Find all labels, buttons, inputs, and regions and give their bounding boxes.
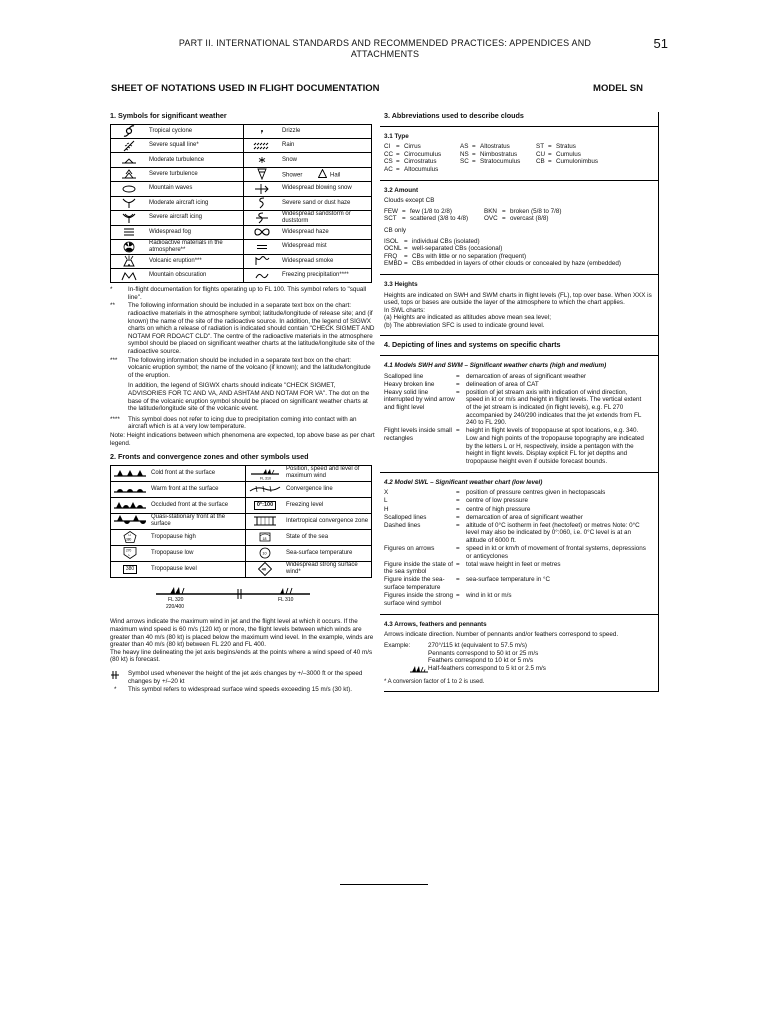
table-row: [111, 513, 372, 529]
s41-heading: 4.1 Models SWH and SWM – Significant weather charts (high and medium): [384, 362, 607, 370]
amount-code: FEW: [384, 207, 398, 215]
line-desc: delineation of area of CAT: [466, 380, 539, 388]
symbol-label: Tropical cyclone: [147, 124, 244, 138]
amount-desc: few (1/8 to 2/8): [410, 207, 452, 215]
itcz-icon: [246, 513, 285, 529]
strong-surface-wind-icon: [246, 561, 285, 577]
s41-table: Scalloped line = demarcation of areas of significant weather Heavy broken line = delineation of area of CAT Heavy solid line interrupted by wind arrow and flight level = position of jet stream axis with indication of wind direction, speed in kt or m/s and height in flight levels. The vertical extent of the jet stream is indicated (in flight levels), e.g. FL 270 accompanied by 240/290 indicates that the jet extends from FL 240 to FL 290. Flight levels inside small rectangles = height in flight levels of tropopause at spot locations, e.g. 340. Low and high points of the tropopause topography are indicated by the letters L or H, respectively, inside a pentagon with the height in flight levels. Display explicit FL for jet depths and tropopause height even if outside forecast bounds.: [384, 373, 654, 466]
max-wind-icon: [246, 465, 285, 481]
cb-code: EMBD: [384, 260, 403, 268]
line-desc: altitude of 0°C isotherm in feet (hectofeet) or metres Note: 0°C level may also be indicated by 0°:060, i.e. 0°C level is at an altitude of 6000 ft.: [466, 521, 640, 544]
divider: [380, 126, 658, 127]
table-row: [111, 167, 372, 181]
tropopause-level-box: 380: [123, 565, 137, 574]
line-type: L: [384, 497, 388, 505]
right-column: [384, 112, 659, 692]
cb-desc: CBs embedded in layers of other clouds or concealed by haze (embedded): [412, 260, 621, 268]
line-type: Dashed lines: [384, 521, 421, 529]
page-number: 51: [653, 36, 668, 51]
line-desc: demarcation of areas of significant weather: [466, 372, 587, 380]
blowing-snow-icon: [244, 182, 281, 196]
swl-item-b: (b) The abbreviation SFC is used to indicate ground level.: [384, 321, 545, 329]
state-of-sea-icon: [246, 529, 285, 545]
table-row: [111, 210, 372, 225]
amount-desc: broken (5/8 to 7/8): [510, 207, 562, 215]
cb-only-label: CB only: [384, 226, 407, 234]
rain-icon: [244, 138, 281, 152]
symbol-label: Tropopause high: [149, 529, 246, 545]
header-title-line1: PART II. INTERNATIONAL STANDARDS AND RECOMMENDED PRACTICES: APPENDICES AND: [178, 38, 592, 48]
footer-rule: [340, 884, 428, 885]
line-desc: position of pressure centres given in hectopascals: [466, 489, 606, 497]
clouds-box: [384, 112, 659, 692]
s43-heading: 4.3 Arrows, feathers and pennants: [384, 620, 487, 628]
jet-stream-diagram: [110, 584, 372, 614]
amount-grid: FEW = few (1/8 to 2/8) BKN = broken (5/8 to 7/8) SCT = scattered (3/8 to 4/8) OVC = overcast (8/8): [384, 208, 654, 223]
heights-heading: 3.3 Heights: [384, 280, 418, 288]
occluded-front-icon: [111, 497, 150, 513]
footnote: [110, 686, 375, 694]
symbol-label: Snow: [280, 153, 372, 167]
symbol-label: Quasi-stationary front at the surface: [149, 513, 246, 529]
cloud-name: Cirrostratus: [404, 158, 437, 166]
example-line: Pennants correspond to 50 kt or 25 m/s: [428, 649, 539, 657]
table-row: [111, 465, 372, 481]
freezing-precipitation-icon: [244, 268, 281, 282]
footnote: [110, 357, 375, 380]
symbol-label: Moderate aircraft icing: [147, 196, 244, 210]
table-row: [111, 268, 372, 282]
line-type: X: [384, 489, 389, 497]
hail-icon: [318, 169, 327, 181]
line-desc: wind in kt or m/s: [466, 592, 512, 600]
cloud-code: SC: [460, 158, 469, 166]
footnote-text: This symbol refers to widespread surface wind speeds exceeding 15 m/s (30 kt).: [128, 686, 352, 694]
divider: [380, 472, 658, 473]
left-column: [110, 112, 375, 695]
svg-text:H: H: [128, 533, 131, 538]
symbol-label: Moderate turbulence: [147, 153, 244, 167]
symbol-label: State of the sea: [284, 529, 372, 545]
example-line: Feathers correspond to 10 kt or 5 m/s: [428, 657, 533, 665]
type-heading: 3.1 Type: [384, 132, 409, 140]
cb-desc: well-separated CBs (occasional): [412, 245, 503, 253]
table-row: [111, 481, 372, 497]
state-of-sea-value: 18: [262, 537, 267, 542]
cloud-code: CU: [536, 150, 546, 158]
line-desc: centre of low pressure: [466, 497, 528, 505]
wind-barb-icon: [410, 665, 428, 676]
symbol-label: Volcanic eruption***: [147, 254, 244, 268]
line-type: H: [384, 505, 389, 513]
header-title-line2: ATTACHMENTS: [350, 49, 420, 59]
max-wind-fl-label: FL 310: [260, 476, 272, 480]
symbol-label: Tropopause level: [149, 561, 246, 577]
sea-surface-temp-icon: [246, 545, 285, 561]
cloud-name: Cirrus: [404, 143, 421, 151]
cloud-type-grid: CI = Cirrus AS = Altostratus ST = Stratus CC = Cirrocumulus NS = Nimbostratus CU = Cumulus CS = Cirrostratus SC = Stratocumulus CB = Cumulonimbus AC = Altocumulus: [384, 143, 654, 173]
line-desc: sea-surface temperature in °C: [466, 576, 551, 584]
symbol-label: Sea-surface temperature: [284, 545, 372, 561]
page-header: [150, 38, 620, 60]
cloud-name: Cirrocumulus: [404, 150, 442, 158]
symbol-label: Shower: [282, 172, 303, 179]
symbol-label: Mountain obscuration: [147, 268, 244, 282]
radioactive-icon: [111, 239, 148, 254]
line-desc: centre of high pressure: [466, 505, 531, 513]
tropopause-level-icon: [111, 561, 150, 577]
cloud-name: Cumulus: [556, 150, 581, 158]
document-title: SHEET OF NOTATIONS USED IN FLIGHT DOCUMENTATION: [111, 83, 380, 94]
footnote-mark: *: [110, 286, 113, 294]
line-desc: speed in kt or km/h of movement of frontal systems, depressions or anticyclones: [466, 545, 646, 560]
symbol-label: Severe sand or dust haze: [280, 196, 372, 210]
cloud-name: Nimbostratus: [480, 150, 518, 158]
symbol-label: Widespread blowing snow: [280, 182, 372, 196]
s43-text: Arrows indicate direction. Number of pennants and/or feathers correspond to speed.: [384, 631, 619, 639]
footnote-mark: *: [114, 686, 117, 694]
cloud-name: Stratocumulus: [480, 158, 521, 166]
table-row: [111, 138, 372, 152]
line-desc: total wave height in feet or metres: [466, 560, 561, 568]
line-type: Figure inside the sea-surface temperature: [384, 576, 445, 591]
symbol-label: Cold front at the surface: [149, 465, 246, 481]
volcanic-eruption-icon: [111, 254, 148, 268]
footnote-text: In addition, the legend of SIGWX charts should indicate "CHECK SIGMET, ADVISORIES FOR TC AND VA, AND ASHTAM AND NOTAM FOR VA". The dot on the base of the volcanic eruption symbol should be placed on significant weather charts at the latitude/longitude site of the volcanic event.: [128, 382, 370, 413]
symbol-label: Warm front at the surface: [149, 481, 246, 497]
freezing-level-icon: [246, 497, 285, 513]
divider: [380, 274, 658, 275]
cloud-code: CC: [384, 150, 394, 158]
symbol-label: Occluded front at the surface: [149, 497, 246, 513]
cloud-name: Altostratus: [480, 143, 510, 151]
footnote-mark: **: [110, 302, 115, 310]
line-type: Figures inside the strong surface wind symbol: [384, 592, 453, 607]
tropopause-high-value: 380: [126, 537, 132, 542]
except-cb-label: Clouds except CB: [384, 197, 435, 205]
cold-front-icon: [111, 465, 150, 481]
cloud-code: CB: [536, 158, 545, 166]
wind-arrows-paragraph: Wind arrows indicate the maximum wind in jet and the flight level at which it occurs. If the maximum wind speed is 60 m/s (120 kt) or more, the flight levels between which winds are greater than 40 m/s (80 kt) is placed below the maximum wind level. In the example, winds are greater than 40 m/s (80 kt) between FL 220 and FL 400.: [110, 618, 374, 649]
jet-fl2-label: FL 310: [278, 596, 294, 603]
footnote-text: The following information should be included in a separate text box on the chart: volcanic eruption symbol; the name of the volcano (if known); and the latitude/longitude of the eruption.: [128, 356, 371, 379]
footnote-text: In-flight documentation for flights operating up to FL 100. This symbol refers to "squall line".: [128, 286, 367, 301]
cloud-code: ST: [536, 143, 545, 151]
moderate-icing-icon: [111, 196, 148, 210]
model-label: MODEL SN: [593, 83, 643, 94]
jet-stream-example: [110, 584, 375, 617]
symbol-label: Widespread haze: [280, 225, 372, 239]
heights-text: Heights are indicated on SWH and SWM charts in flight levels (FL), top over base. When XXX is used, tops or bases are outside the layer of the atmosphere to which the chart applies.: [384, 291, 652, 307]
symbol-label: Widespread smoke: [280, 254, 372, 268]
symbol-label: Hail: [330, 172, 341, 179]
sand-dust-haze-icon: [244, 196, 281, 210]
table-row: [111, 196, 372, 210]
line-desc: height in flight levels of tropopause at spot locations, e.g. 340. Low and high points of the tropopause topography are indicated by the letters L or H, respectively, inside a pentagon with the height in flight levels. Display explicit FL for jet depths and tropopause height even if outside forecast bounds.: [466, 427, 644, 465]
table-row: [111, 239, 372, 254]
quasi-stationary-front-icon: [111, 513, 150, 529]
symbol-label: Intertropical convergence zone: [284, 513, 372, 529]
mountain-waves-icon: [111, 182, 148, 196]
footnote-mark: ****: [110, 415, 120, 423]
line-type: Scalloped line: [384, 372, 424, 380]
squall-line-icon: [111, 138, 148, 152]
table-row: [111, 182, 372, 196]
section1-heading: 1. Symbols for significant weather: [110, 111, 227, 120]
divider: [380, 180, 658, 181]
fog-icon: [111, 225, 148, 239]
severe-icing-icon: [111, 210, 148, 225]
symbol-label: Freezing level: [284, 497, 372, 513]
severe-turbulence-icon: [111, 167, 148, 181]
jet-fl1b-label: 220/400: [166, 603, 185, 610]
footnote: [110, 416, 375, 431]
jet-fl1-label: FL 320: [168, 596, 184, 603]
amount-code: SCT: [384, 215, 397, 223]
example-line: 270°/115 kt (equivalent to 57.5 m/s): [428, 641, 528, 649]
footnote-mark: ***: [110, 356, 118, 364]
amount-code: OVC: [484, 215, 498, 223]
mountain-obscuration-icon: [111, 268, 148, 282]
line-type: Scalloped lines: [384, 513, 427, 521]
divider: [380, 335, 658, 336]
table-row: [111, 545, 372, 561]
height-note: Note: Height indications between which phenomena are expected, top above base as per chart legend.: [110, 431, 375, 447]
weather-symbols-table: [110, 124, 372, 284]
symbol-label: Drizzle: [280, 124, 372, 138]
line-desc: demarcation of area of significant weather: [466, 513, 583, 521]
swl-label: In SWL charts:: [384, 306, 426, 314]
section2-heading: 2. Fronts and convergence zones and other symbols used: [110, 452, 309, 462]
cloud-name: Stratus: [556, 143, 576, 151]
jet-pennants: [170, 587, 180, 594]
symbol-label: Severe aircraft icing: [147, 210, 244, 225]
cb-code: OCNL: [384, 245, 402, 253]
shower-hail-cell: [280, 167, 372, 181]
cloud-name: Cumulonimbus: [556, 158, 598, 166]
table-row: [111, 497, 372, 513]
section4-heading: 4. Depicting of lines and systems on specific charts: [384, 340, 561, 350]
fronts-table: [110, 465, 372, 578]
jet-change-symbol-note: [110, 670, 375, 685]
arrow-example: [384, 642, 654, 675]
symbol-label: Radioactive materials in the atmosphere**: [147, 239, 244, 254]
cloud-code: AS: [460, 143, 469, 151]
table-row: [111, 254, 372, 268]
strong-surface-wind-value: 40: [261, 566, 267, 572]
cb-grid: ISOL = individual CBs (isolated) OCNL = well-separated CBs (occasional) FRQ = CBs with little or no separation (frequent) EMBD = CBs embedded in layers of other clouds or concealed by haze (embedded): [384, 238, 654, 268]
tropopause-high-icon: [111, 529, 150, 545]
amount-heading: 3.2 Amount: [384, 186, 419, 194]
shower-icon: [244, 167, 281, 181]
footnote: [110, 302, 375, 355]
line-type: Heavy solid line interrupted by wind arrow and flight level: [384, 388, 455, 412]
symbol-label: Freezing precipitation****: [280, 268, 372, 282]
table-row: [111, 124, 372, 138]
example-line: Half-feathers correspond to 5 kt or 2.5 m/s: [428, 664, 546, 672]
table-row: [111, 529, 372, 545]
jet-axis-paragraph: The heavy line delineating the jet axis begins/ends at the points where a wind speed of 40 m/s (80 kt) is forecast.: [110, 648, 373, 664]
amount-desc: overcast (8/8): [510, 215, 549, 223]
line-type: Figure inside the state of the sea symbol: [384, 560, 453, 576]
symbol-label: Widespread fog: [147, 225, 244, 239]
line-type: Figures on arrows: [384, 545, 435, 553]
symbol-label: Rain: [280, 138, 372, 152]
cb-code: FRQ: [384, 252, 398, 260]
example-label: Example:: [384, 641, 411, 649]
amount-desc: scattered (3/8 to 4/8): [410, 215, 469, 223]
tropopause-low-value: 270: [126, 548, 132, 553]
line-type: Flight levels inside small rectangles: [384, 427, 452, 442]
jet-change-icon: [110, 670, 120, 683]
symbol-label: Position, speed and level of maximum wind: [284, 465, 372, 481]
symbol-label: Widespread mist: [280, 239, 372, 254]
section1-footnotes: [110, 286, 375, 447]
tropical-cyclone-icon: [111, 124, 148, 138]
cb-desc: individual CBs (isolated): [412, 237, 480, 245]
sea-surface-temp-value: 10: [262, 551, 267, 556]
cloud-code: NS: [460, 150, 469, 158]
table-row: [111, 153, 372, 167]
conversion-note: * A conversion factor of 1 to 2 is used.: [384, 679, 485, 686]
symbol-label: Widespread sandstorm or duststorm: [280, 210, 372, 225]
symbol-label: Widespread strong surface wind*: [284, 561, 372, 577]
footnote: [110, 382, 375, 412]
section3-heading: 3. Abbreviations used to describe clouds: [384, 111, 524, 120]
symbol-label: Severe turbulence: [147, 167, 244, 181]
s42-heading: 4.2 Model SWL – Significant weather chart (low level): [384, 478, 543, 486]
cloud-name: Altocumulus: [404, 165, 439, 173]
footnote-text: The following information should be included in a separate text box on the chart: radioactive materials in the atmosphere symbol; latitude/longitude of release site; and (if known) the name of the site of the radioactive source. In addition, the legend of SIGWX charts on which a release of radiation is indicated should contain "CHECK SIGMET AND NOTAM FOR RDOACT CLD". The centre of the radioactive materials in the atmosphere symbol should be placed on significant weather charts at the latitude/longitude site of the radioactive source.: [128, 302, 375, 356]
footnote-text: This symbol does not refer to icing due to precipitation coming into contact with an aircraft which is at a very low temperature.: [128, 415, 357, 431]
table-row: [111, 225, 372, 239]
cb-code: ISOL: [384, 237, 399, 245]
swl-item-a: (a) Heights are indicated as altitudes above mean sea level;: [384, 314, 551, 322]
sandstorm-icon: [244, 210, 281, 225]
symbol-note-text: Symbol used whenever the height of the jet axis changes by +/–3000 ft or the speed changes by +/–20 kt: [128, 669, 363, 685]
snow-icon: [244, 153, 281, 167]
footnote: [110, 286, 375, 301]
symbol-label: Mountain waves: [147, 182, 244, 196]
symbol-label: Convergence line: [284, 481, 372, 497]
moderate-turbulence-icon: [111, 153, 148, 167]
drizzle-icon: [244, 124, 281, 138]
symbol-label: Tropopause low: [149, 545, 246, 561]
line-desc: position of jet stream axis with indication of wind direction, speed in kt or m/s and height in flight levels. The vertical extent of the jet stream is indicated (in flight levels), e.g. FL 270 accompanied by 240/290 indicates that the jet extends from FL 240 to FL 290.: [466, 388, 642, 427]
divider: [380, 355, 658, 356]
cloud-code: AC: [384, 165, 393, 173]
convergence-line-icon: [246, 481, 285, 497]
smoke-icon: [244, 254, 281, 268]
s42-table: X = position of pressure centres given in hectopascals L = centre of low pressure H = centre of high pressure Scalloped lines = demarcation of area of significant weather Dashed lines = altitude of 0°C isotherm in feet (hectofeet) or metres Note: 0°C level may also be indicated by 0°:060, i.e. 0°C level is at an altitude of 6000 ft. Figures on arrows = speed in kt or km/h of movement of frontal systems, depressions or anticyclones Figure inside the state of the sea symbol = total wave height in feet or metres Figure inside the sea-surface temperature = sea-surface temperature in °C Figures inside the strong surface wind symbol = wind in kt or m/s: [384, 489, 646, 607]
symbol-label: Severe squall line*: [147, 138, 244, 152]
tropopause-low-icon: [111, 545, 150, 561]
cb-desc: CBs with little or no separation (frequent): [412, 252, 527, 260]
freezing-level-box: 0°:100: [254, 501, 276, 510]
divider: [380, 614, 658, 615]
line-type: Heavy broken line: [384, 380, 435, 388]
amount-code: BKN: [484, 207, 497, 215]
cloud-code: CS: [384, 158, 393, 166]
warm-front-icon: [111, 481, 150, 497]
mist-icon: [244, 239, 281, 254]
cloud-code: CI: [384, 143, 391, 151]
haze-icon: [244, 225, 281, 239]
table-row: [111, 561, 372, 577]
svg-text:L: L: [128, 553, 131, 558]
